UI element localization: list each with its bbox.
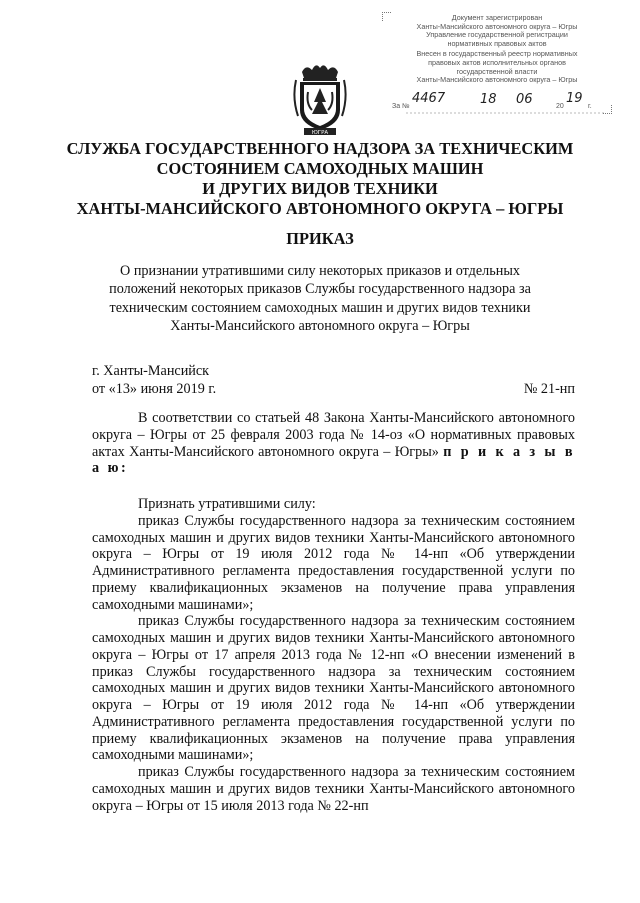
header-line: СЛУЖБА ГОСУДАРСТВЕННОГО НАДЗОРА ЗА ТЕХНИЧЕСКИМ xyxy=(66,139,574,158)
reg-number: 4467 xyxy=(412,91,446,106)
order-number: № 21-нп xyxy=(523,381,575,397)
date: от «13» июня 2019 г. xyxy=(92,381,217,398)
stamp-line: Ханты-Мансийского автономного округа – Югры xyxy=(416,75,578,85)
reg-suffix: г. xyxy=(588,103,592,110)
place-and-date xyxy=(92,362,216,399)
subject-line: Ханты-Мансийского автономного округа – Югры xyxy=(170,318,470,335)
stamp-line: государственной власти xyxy=(456,66,538,76)
organization-header xyxy=(60,139,580,219)
place: г. Ханты-Мансийск xyxy=(92,363,210,379)
reg-underline xyxy=(406,111,606,115)
subject-line: положений некоторых приказов Службы государственного надзора за xyxy=(109,281,531,298)
document-title: ПРИКАЗ xyxy=(286,229,354,248)
stamp-line: Внесен в государственный реестр нормативных xyxy=(416,49,578,59)
document-body xyxy=(92,410,575,814)
reg-month: 06 xyxy=(516,92,533,107)
reg-year: 19 xyxy=(566,91,583,106)
document-subject xyxy=(80,262,560,336)
stamp-line: Ханты-Мансийского автономного округа – Югры xyxy=(416,21,578,31)
reg-day: 18 xyxy=(480,92,497,107)
stamp-line: правовых актов исполнительных органов xyxy=(428,57,566,67)
subject-line: техническим состоянием самоходных машин и других видов техники xyxy=(109,299,531,316)
list-item: приказ Службы государственного надзора за техническим состоянием самоходных машин и других видов техники Ханты-Мансийского автономного округа – Югры от 19 июля 2012 года № 14-нп «Об утверждении Административного регламента предоставления государственной услуги по приему квалификационных экзаменов на получение права управления самоходными машинами»; xyxy=(92,512,575,613)
preamble-text: В соответствии со статьей 48 Закона Ханты-Мансийского автономного округа – Югры от 25 февраля 2003 года № 14-оз «О нормативных правовых актах Ханты-Мансийского автономного округа – Югры» xyxy=(92,410,575,460)
coat-of-arms-icon xyxy=(292,58,348,138)
reg-prefix: За № xyxy=(392,103,410,110)
list-item: приказ Службы государственного надзора за техническим состоянием самоходных машин и других видов техники Ханты-Мансийского автономного округа – Югры от 17 апреля 2013 года № 12-нп «О внесении изменений в приказ Службы государственного надзора за техническим состоянием самоходных машин и других видов техники Ханты-Мансийского автономного округа – Югры от 19 июля 2012 года № 14-нп «Об утверждении Административного регламента предоставления государственной услуги по приему квалификационных экзаменов на получение права управления самоходными машинами»; xyxy=(92,613,575,764)
reg-year-prefix: 20 xyxy=(556,103,564,110)
lead-paragraph: Признать утратившими силу: xyxy=(138,496,316,512)
header-line: ХАНТЫ-МАНСИЙСКОГО АВТОНОМНОГО ОКРУГА – ЮГРЫ xyxy=(76,199,564,218)
subject-line: О признании утратившими силу некоторых приказов и отдельных xyxy=(120,263,520,279)
stamp-line: Управление государственной регистрации xyxy=(426,30,568,40)
emblem-label: ЮГРА xyxy=(311,130,329,136)
registration-stamp xyxy=(388,14,606,118)
list-item: приказ Службы государственного надзора за техническим состоянием самоходных машин и других видов техники Ханты-Мансийского автономного округа – Югры от 15 июля 2013 года № 22-нп xyxy=(92,764,575,814)
header-line: И ДРУГИХ ВИДОВ ТЕХНИКИ xyxy=(202,179,438,198)
header-line: СОСТОЯНИЕМ САМОХОДНЫХ МАШИН xyxy=(156,159,484,178)
stamp-line: Документ зарегистрирован xyxy=(451,13,543,22)
stamp-line: нормативных правовых актов xyxy=(447,38,547,48)
preamble-paragraph xyxy=(92,410,575,477)
order-word: п р и к а з ы в а ю: xyxy=(92,443,575,477)
